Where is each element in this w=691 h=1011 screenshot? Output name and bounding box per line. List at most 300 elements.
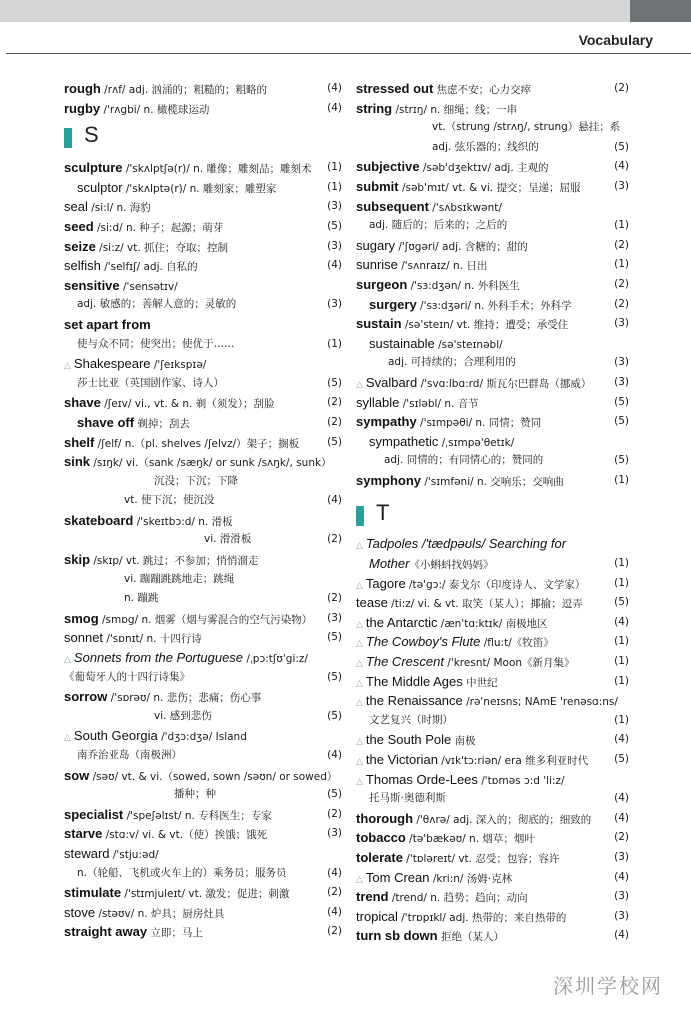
- unit-number: (1): [614, 635, 629, 648]
- section-heading-t: [356, 490, 629, 534]
- unit-number: (2): [614, 831, 629, 844]
- headword: thorough: [356, 810, 414, 826]
- triangle-icon: △: [356, 580, 363, 591]
- unit-number: (5): [614, 596, 629, 609]
- entry-line: [64, 99, 342, 119]
- unit-number: (3): [614, 356, 629, 369]
- entry-line: [356, 334, 629, 354]
- entry-line: [64, 746, 342, 766]
- entry-line: [64, 393, 342, 413]
- unit-number: (3): [614, 850, 629, 863]
- unit-number: (1): [614, 576, 629, 589]
- unit-number: (4): [327, 749, 342, 761]
- entry-line: [64, 883, 342, 903]
- definition: /'sʌnraɪz/ n. 日出: [397, 260, 488, 273]
- definition: /stəʊv/ n. 炉具；厨房灶具: [95, 907, 225, 920]
- definition: /'sɪmfəni/ n. 交响乐；交响曲: [421, 475, 564, 488]
- definition: /ʃeɪv/ vi., vt. & n. 剃（须发）；刮脸: [100, 398, 275, 411]
- definition: vt. 使下沉；使沉没: [124, 494, 215, 507]
- headword: tease: [356, 595, 388, 611]
- definition: /smɒg/ n. 烟雾（烟与雾混合的空气污染物）: [98, 613, 313, 626]
- headword: seize: [64, 238, 96, 254]
- entry-line: [356, 593, 629, 613]
- unit-number: (2): [327, 592, 342, 605]
- definition: /vɪk'tɔ:riən/ era 维多利亚时代: [437, 755, 589, 767]
- definition: /'rʌgbi/ n. 橄榄球运动: [100, 103, 210, 116]
- page-header-title: Vocabulary: [578, 32, 653, 48]
- unit-number: (3): [614, 179, 629, 192]
- definition: adj. 同情的；有同情心的；赞同的: [384, 454, 544, 467]
- unit-number: (5): [614, 415, 629, 428]
- headword: seal: [64, 199, 88, 215]
- unit-number: (3): [327, 200, 342, 213]
- unit-number: (4): [614, 870, 629, 883]
- definition: /'tɒməs ɔ:d 'li:z/: [477, 774, 565, 787]
- definition: adj. 随后的；后来的；之后的: [369, 219, 508, 232]
- entry-line: [356, 554, 629, 574]
- definition: /'ʃeɪkspɪə/: [150, 359, 207, 372]
- triangle-icon: △: [64, 655, 71, 666]
- entry-line: [64, 628, 342, 648]
- headword: the Victorian: [365, 752, 438, 767]
- entry-line: [64, 217, 342, 237]
- headword: straight away: [64, 924, 148, 940]
- unit-number: (5): [327, 709, 342, 722]
- definition: 中世纪: [462, 676, 498, 689]
- entry-line: [64, 766, 342, 786]
- entry-line: [356, 197, 629, 217]
- headword: set apart from: [64, 316, 151, 332]
- definition: /'sɪmpəθi/ n. 同情；赞同: [416, 417, 542, 430]
- headword: sustainable: [369, 335, 435, 351]
- definition: 播种；种: [174, 788, 216, 801]
- triangle-icon: △: [356, 639, 363, 650]
- entry-line: [64, 295, 342, 315]
- unit-number: (5): [614, 753, 629, 765]
- headword: sow: [64, 767, 90, 783]
- entry-line: [64, 354, 342, 374]
- entry-line: [356, 314, 629, 334]
- triangle-icon: △: [356, 379, 363, 390]
- headword: symphony: [356, 472, 422, 488]
- unit-number: (3): [614, 890, 629, 903]
- headword: Mother: [369, 556, 410, 572]
- unit-number: (5): [614, 454, 629, 467]
- unit-number: (3): [614, 375, 629, 388]
- entry-line: [64, 452, 342, 472]
- entry-line: [356, 118, 629, 138]
- entry-line: [356, 236, 629, 256]
- triangle-icon: △: [64, 361, 71, 372]
- entry-line: [356, 275, 629, 295]
- unit-number: (1): [614, 557, 629, 570]
- definition: 文艺复兴（时期）: [369, 713, 453, 726]
- entry-line: [64, 374, 342, 394]
- headword: sculpture: [64, 160, 123, 176]
- unit-number: (2): [327, 925, 342, 938]
- headword: shelf: [64, 434, 95, 450]
- entry-line: [64, 668, 342, 688]
- headword: rough: [64, 81, 101, 96]
- definition: /si:z/ vt. 抓住；夺取；控制: [95, 241, 229, 254]
- definition: /ˌpɔ:tʃʊ'gi:z/: [243, 653, 308, 666]
- unit-number: (2): [327, 396, 342, 409]
- entry-line: [64, 707, 342, 727]
- entry-line: [356, 691, 629, 711]
- unit-number: (5): [327, 219, 342, 232]
- entry-line: [64, 824, 342, 844]
- definition: /'stɪmjuleɪt/ vt. 激发；促进；刺激: [121, 888, 290, 901]
- entry-line: [356, 907, 629, 927]
- headword: skip: [64, 552, 91, 568]
- headword: shave off: [77, 414, 135, 430]
- definition: /sə'steɪnəbl/: [434, 338, 503, 351]
- section-marker: [64, 128, 72, 148]
- headword: tolerate: [356, 849, 403, 865]
- left-column: [64, 79, 342, 942]
- definition: 拒绝（某人）: [437, 931, 504, 944]
- definition: /'θʌrə/ adj. 深入的；彻底的；细致的: [413, 813, 592, 826]
- triangle-icon: △: [356, 659, 363, 670]
- entry-line: [356, 373, 629, 393]
- unit-number: (1): [327, 180, 342, 193]
- headword: Sonnets from the Portuguese: [73, 650, 244, 666]
- definition: 使与众不同；使突出；使优于……: [77, 337, 235, 350]
- section-heading-s: [64, 118, 342, 158]
- definition: /'sɪləbl/ n. 音节: [399, 397, 479, 410]
- triangle-icon: △: [356, 698, 363, 709]
- entry-line: [64, 530, 342, 550]
- definition: /skɪp/ vt. 跳过；不参加；悄悄溜走: [90, 555, 259, 568]
- entry-line: [356, 887, 629, 907]
- unit-number: (1): [614, 219, 629, 232]
- headword: tropical: [356, 908, 398, 924]
- headword: sympathetic: [369, 433, 439, 449]
- entry-line: [356, 613, 629, 633]
- entry-line: [356, 926, 629, 946]
- definition: /trend/ n. 趋势；趋向；动向: [388, 892, 528, 905]
- unit-number: (4): [614, 811, 629, 824]
- entry-line: [64, 589, 342, 609]
- unit-number: (4): [327, 905, 342, 918]
- definition: adj. 可持续的；合理利用的: [388, 356, 516, 369]
- entry-line: [356, 295, 629, 315]
- entry-line: [356, 750, 629, 770]
- unit-number: (2): [614, 238, 629, 251]
- definition: /'sɒnɪt/ n. 十四行诗: [103, 633, 202, 646]
- definition: 立即；马上: [147, 927, 203, 940]
- entry-line: [64, 550, 342, 570]
- unit-number: (5): [614, 395, 629, 408]
- unit-number: (4): [614, 929, 629, 942]
- definition: /'dʒɔ:dʒə/ Island: [157, 731, 247, 744]
- entry-line: [356, 138, 629, 158]
- triangle-icon: △: [356, 776, 363, 787]
- headword: seed: [64, 218, 94, 234]
- definition: /sɪŋk/ vi.（sank /sæŋk/ or sunk /sʌŋk/, sunk）: [90, 457, 332, 470]
- entry-line: [356, 770, 629, 790]
- entry-line: [64, 237, 342, 257]
- definition: 焦虑不安；心力交瘁: [433, 84, 532, 96]
- unit-number: (4): [327, 82, 342, 94]
- definition: /si:d/ n. 种子；起源；萌芽: [93, 221, 224, 234]
- entry-line: [64, 276, 342, 296]
- headword: sensitive: [64, 277, 120, 293]
- definition: /'skʌlptə(r)/ n. 雕刻家；雕塑家: [122, 182, 277, 195]
- unit-number: (2): [327, 415, 342, 428]
- headword: rugby: [64, 100, 101, 116]
- unit-number: (2): [614, 82, 629, 94]
- headword: subsequent: [356, 198, 429, 214]
- watermark: 深圳学校网: [553, 974, 663, 998]
- headword: submit: [356, 178, 399, 194]
- top-color-bar: [0, 0, 691, 22]
- entry-line: [356, 789, 629, 809]
- headword: surgeon: [356, 276, 408, 292]
- definition: /ti:z/ vi. & vt. 取笑（某人）；揶揄；逗弄: [387, 598, 583, 611]
- header-rule: [6, 53, 691, 54]
- entry-line: [64, 433, 342, 453]
- definition: adj. 弦乐器的；线织的: [432, 140, 539, 153]
- entry-line: [356, 652, 629, 672]
- definition: 南极: [451, 735, 476, 748]
- unit-number: (5): [327, 435, 342, 448]
- headword: sorrow: [64, 689, 108, 705]
- headword: The Middle Ages: [365, 673, 463, 689]
- headword: Tadpoles: [365, 536, 419, 552]
- unit-number: (1): [614, 713, 629, 726]
- definition: /'sensətɪv/: [119, 280, 178, 293]
- definition: /ʃelf/ n.（pl. shelves /ʃelvz/）架子；搁板: [94, 437, 300, 450]
- definition: 《葡萄牙人的十四行诗集》: [64, 670, 190, 683]
- unit-number: (5): [327, 376, 342, 389]
- unit-number: (4): [614, 733, 629, 746]
- definition: /'sɜ:dʒəri/ n. 外科手术；外科学: [416, 299, 572, 312]
- unit-number: (4): [614, 160, 629, 173]
- headword: sonnet: [64, 630, 104, 646]
- entry-line: [356, 828, 629, 848]
- unit-number: (3): [327, 611, 342, 624]
- definition: /'sɒrəʊ/ n. 悲伤；悲痛；伤心事: [107, 692, 262, 705]
- entry-line: [64, 922, 342, 942]
- definition: /strɪŋ/ n. 细绳；线；一串: [392, 103, 518, 116]
- definition: /ˌsɪmpə'θetɪk/: [438, 436, 515, 449]
- unit-number: (2): [327, 533, 342, 546]
- definition: /'skʌlptʃə(r)/ n. 雕像；雕刻品；雕刻术: [122, 163, 312, 176]
- entry-line: [64, 785, 342, 805]
- entry-line: [356, 574, 629, 594]
- headword: South Georgia: [73, 728, 158, 744]
- unit-number: (4): [614, 792, 629, 805]
- headword: steward: [64, 845, 110, 861]
- unit-number: (4): [614, 615, 629, 628]
- headword: shave: [64, 395, 101, 411]
- headword: sugary: [356, 237, 396, 253]
- definition: /səʊ/ vt. & vi.（sowed, sown /səʊn/ or sowed）: [89, 770, 338, 783]
- entry-line: [356, 711, 629, 731]
- headword: Tom Crean: [365, 869, 430, 885]
- definition: adj. 敏感的；善解人意的；灵敏的: [77, 298, 237, 311]
- entry-line: [64, 903, 342, 923]
- unit-number: (2): [327, 886, 342, 899]
- entry-line: [64, 491, 342, 511]
- unit-number: (1): [327, 161, 342, 174]
- headword: specialist: [64, 806, 124, 822]
- unit-number: (1): [327, 337, 342, 350]
- unit-number: (3): [327, 298, 342, 311]
- unit-number: (4): [327, 259, 342, 272]
- headword: tobacco: [356, 830, 406, 846]
- headword: the South Pole: [365, 732, 452, 748]
- entry-line: [64, 864, 342, 884]
- headword: starve: [64, 826, 103, 842]
- triangle-icon: △: [356, 737, 363, 748]
- definition: /rʌf/ adj. 汹涌的；粗糙的；粗略的: [100, 84, 267, 96]
- entry-line: [356, 79, 629, 99]
- entry-line: [356, 353, 629, 373]
- headword: trend: [356, 889, 389, 905]
- definition: /səb'dʒektɪv/ adj. 主观的: [419, 162, 549, 175]
- entry-line: [356, 632, 629, 652]
- definition: /'ʃʊgəri/ adj. 含糖的；甜的: [395, 240, 528, 253]
- entry-line: [356, 451, 629, 471]
- unit-number: (5): [327, 631, 342, 644]
- entry-line: [64, 158, 342, 178]
- headword: Thomas Orde-Lees: [365, 771, 478, 787]
- definition: 《小蝌蚪找妈妈》: [409, 559, 494, 572]
- entry-line: [356, 534, 629, 554]
- top-color-bar-dark: [630, 0, 691, 22]
- headword: Shakespeare: [73, 356, 151, 372]
- headword: syllable: [356, 394, 400, 410]
- unit-number: (5): [327, 788, 342, 801]
- definition: /'sʌbsɪkwənt/: [428, 201, 502, 214]
- entry-line: [356, 730, 629, 750]
- unit-number: (4): [327, 866, 342, 879]
- entry-line: [64, 315, 342, 335]
- entry-line: [356, 868, 629, 888]
- definition: /stɑ:v/ vi. & vt.（使）挨饿；饿死: [102, 829, 268, 842]
- headword: stressed out: [356, 81, 434, 96]
- section-letter: S: [84, 122, 99, 148]
- entry-line: [64, 648, 342, 668]
- definition: /tə'gɔ:/ 泰戈尔（印度诗人、文学家）: [405, 578, 586, 591]
- definition: 托马斯·奥德利斯: [369, 792, 446, 805]
- unit-number: (2): [614, 277, 629, 290]
- definition: /rə'neɪsns; NAmE 'renəsɑ:ns/: [462, 696, 618, 709]
- triangle-icon: △: [356, 757, 363, 767]
- headword: the Renaissance: [365, 693, 463, 709]
- headword: selfish: [64, 258, 101, 274]
- definition: /flu:t/《牧笛》: [480, 637, 554, 650]
- definition: /'kresnt/ Moon《新月集》: [443, 657, 575, 670]
- entry-line: [64, 178, 342, 198]
- definition: /'sɜ:dʒən/ n. 外科医生: [407, 279, 520, 292]
- definition: /'selfɪʃ/ adj. 自私的: [100, 261, 198, 274]
- entry-line: [64, 805, 342, 825]
- entry-line: [64, 511, 342, 531]
- entry-line: [64, 570, 342, 590]
- headword: surgery: [369, 296, 417, 312]
- headword: the Antarctic: [365, 614, 438, 630]
- definition: /'tædpəʊls/ Searching for: [418, 536, 567, 552]
- headword: sustain: [356, 316, 402, 332]
- headword: sink: [64, 454, 91, 470]
- headword: The Crescent: [365, 654, 444, 670]
- headword: The Cowboy's Flute: [365, 634, 481, 650]
- headword: subjective: [356, 159, 420, 175]
- definition: n. 蹦跳: [124, 592, 159, 605]
- definition: vi. 感到悲伤: [154, 709, 212, 722]
- headword: Tagore: [365, 575, 406, 591]
- definition: 剃掉；刮去: [134, 417, 190, 430]
- section-letter: T: [376, 500, 390, 526]
- unit-number: (1): [614, 473, 629, 486]
- triangle-icon: △: [356, 541, 363, 552]
- definition: /tə'bækəʊ/ n. 烟草；烟叶: [405, 833, 535, 846]
- triangle-icon: △: [356, 874, 363, 885]
- triangle-icon: △: [356, 619, 363, 630]
- definition: 莎士比亚（英国剧作家、诗人）: [77, 376, 224, 389]
- unit-number: (3): [614, 909, 629, 922]
- headword: sculptor: [77, 179, 123, 195]
- entry-line: [64, 844, 342, 864]
- unit-number: (3): [614, 317, 629, 330]
- definition: /səb'mɪt/ vt. & vi. 提交；呈递；屈服: [398, 181, 581, 194]
- unit-number: (3): [327, 239, 342, 252]
- definition: /kri:n/ 汤姆·克林: [429, 872, 513, 885]
- unit-number: (2): [614, 297, 629, 310]
- entry-line: [356, 809, 629, 829]
- headword: skateboard: [64, 512, 134, 528]
- definition: vi. 蹦蹦跳跳地走；跳绳: [124, 572, 235, 585]
- entry-line: [64, 413, 342, 433]
- headword: stove: [64, 904, 96, 920]
- unit-number: (4): [327, 101, 342, 114]
- entry-line: [64, 472, 342, 492]
- unit-number: (1): [614, 258, 629, 271]
- entry-line: [64, 79, 342, 99]
- definition: /'svɑ:lbɑ:rd/ 斯瓦尔巴群岛（挪威）: [417, 377, 592, 390]
- headword: turn sb down: [356, 928, 438, 944]
- entry-line: [356, 672, 629, 692]
- unit-number: (3): [327, 827, 342, 840]
- definition: /'stju:əd/: [109, 848, 159, 861]
- unit-number: (1): [614, 674, 629, 687]
- triangle-icon: △: [64, 733, 71, 744]
- entry-line: [64, 687, 342, 707]
- entry-line: [64, 726, 342, 746]
- unit-number: (5): [614, 140, 629, 153]
- definition: vt.（strung /strʌŋ/, strung）悬挂；系: [432, 121, 621, 134]
- entry-line: [64, 609, 342, 629]
- definition: /'skeɪtbɔ:d/ n. 滑板: [133, 515, 233, 528]
- headword: Svalbard: [365, 374, 418, 390]
- definition: /si:l/ n. 海豹: [87, 202, 151, 215]
- definition: /'speʃəlɪst/ n. 专科医生；专家: [123, 809, 272, 822]
- entry-line: [356, 157, 629, 177]
- definition: n.（轮船、飞机或火车上的）乘务员；服务员: [77, 866, 287, 879]
- definition: /'trɒpɪkl/ adj. 热带的；来自热带的: [397, 911, 567, 924]
- entry-line: [356, 255, 629, 275]
- headword: sympathy: [356, 414, 417, 430]
- definition: 南乔治亚岛（南极洲）: [77, 749, 182, 761]
- triangle-icon: △: [356, 678, 363, 689]
- entry-line: [356, 471, 629, 491]
- unit-number: (1): [614, 655, 629, 668]
- entry-line: [64, 256, 342, 276]
- entry-line: [356, 216, 629, 236]
